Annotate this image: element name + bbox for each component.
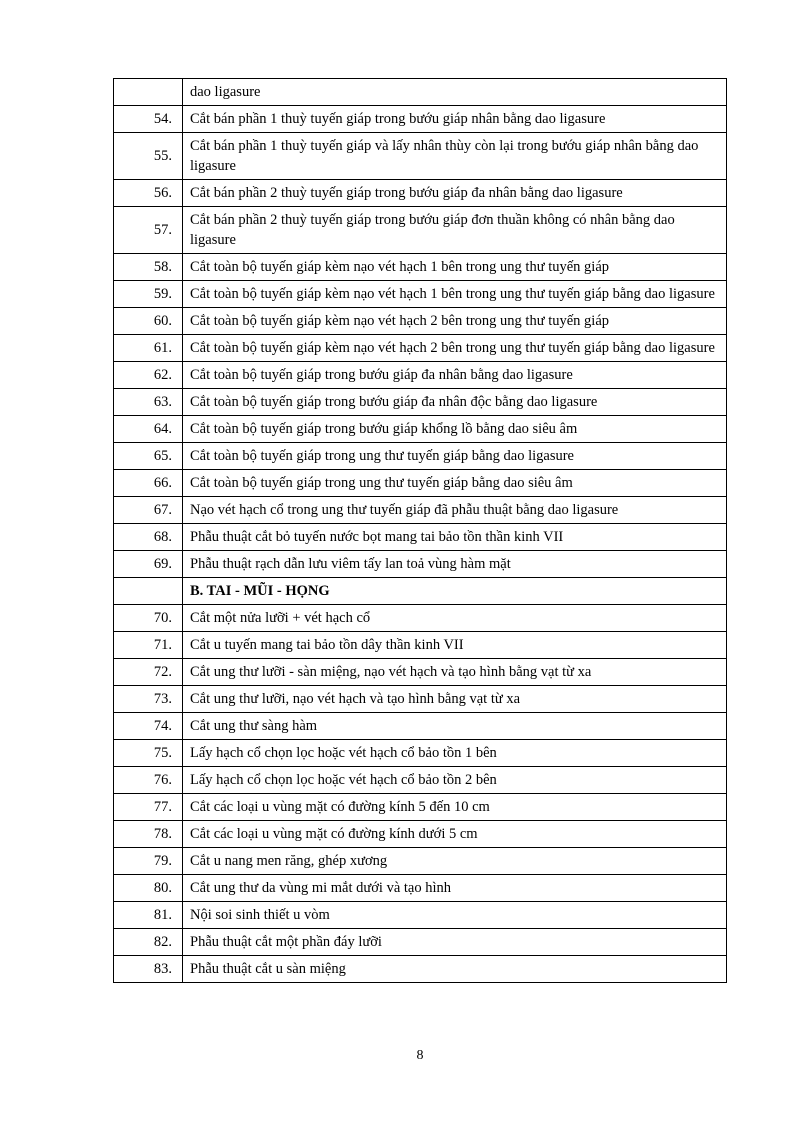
row-number-cell: 66. xyxy=(114,470,183,497)
row-text-cell: Cắt u tuyến mang tai bảo tồn dây thần kinh VII xyxy=(183,632,727,659)
row-number-cell: 78. xyxy=(114,821,183,848)
table-row xyxy=(114,794,727,821)
table-row xyxy=(114,875,727,902)
row-text-cell: Cắt bán phần 1 thuỳ tuyến giáp trong bướu giáp nhân bằng dao ligasure xyxy=(183,106,727,133)
row-text-cell: Cắt toàn bộ tuyến giáp trong ung thư tuyến giáp bằng dao siêu âm xyxy=(183,470,727,497)
table-row xyxy=(114,180,727,207)
row-number-cell: 69. xyxy=(114,551,183,578)
row-text-cell: Phẫu thuật cắt bỏ tuyến nước bọt mang tai bảo tồn thần kinh VII xyxy=(183,524,727,551)
row-text-cell: Cắt ung thư lưỡi, nạo vét hạch và tạo hình bằng vạt từ xa xyxy=(183,686,727,713)
table-body xyxy=(114,79,727,983)
page-number: 8 xyxy=(416,1048,424,1063)
table-row xyxy=(114,848,727,875)
row-number-cell: 59. xyxy=(114,281,183,308)
table-row xyxy=(114,79,727,106)
row-number-cell: 82. xyxy=(114,929,183,956)
row-text-cell: Cắt toàn bộ tuyến giáp kèm nạo vét hạch 2 bên trong ung thư tuyến giáp bằng dao ligasure xyxy=(183,335,727,362)
row-text-cell: Phẫu thuật cắt u sàn miệng xyxy=(183,956,727,983)
row-text-cell: Cắt u nang men răng, ghép xương xyxy=(183,848,727,875)
table-row xyxy=(114,740,727,767)
row-number-cell: 60. xyxy=(114,308,183,335)
row-text-cell: Nội soi sinh thiết u vòm xyxy=(183,902,727,929)
table-row xyxy=(114,133,727,180)
row-number-cell: 83. xyxy=(114,956,183,983)
table-row xyxy=(114,686,727,713)
row-text-cell: Cắt toàn bộ tuyến giáp trong bướu giáp đa nhân độc bằng dao ligasure xyxy=(183,389,727,416)
row-text-cell: Cắt các loại u vùng mặt có đường kính 5 đến 10 cm xyxy=(183,794,727,821)
row-text-cell: Cắt ung thư sàng hàm xyxy=(183,713,727,740)
table-row xyxy=(114,470,727,497)
row-number-cell: 62. xyxy=(114,362,183,389)
table-row xyxy=(114,767,727,794)
table-row xyxy=(114,659,727,686)
row-text-cell: Cắt bán phần 2 thuỳ tuyến giáp trong bướu giáp đa nhân bằng dao ligasure xyxy=(183,180,727,207)
row-text-cell: Cắt toàn bộ tuyến giáp trong ung thư tuyến giáp bằng dao ligasure xyxy=(183,443,727,470)
row-text-cell: dao ligasure xyxy=(183,79,727,106)
table-row xyxy=(114,524,727,551)
row-number-cell: 70. xyxy=(114,605,183,632)
row-number-cell: 55. xyxy=(114,133,183,180)
row-number-cell: 75. xyxy=(114,740,183,767)
row-text-cell: Cắt một nửa lưỡi + vét hạch cổ xyxy=(183,605,727,632)
row-text-cell: Cắt toàn bộ tuyến giáp kèm nạo vét hạch 1 bên trong ung thư tuyến giáp xyxy=(183,254,727,281)
row-number-cell: 56. xyxy=(114,180,183,207)
row-text-cell: Nạo vét hạch cổ trong ung thư tuyến giáp đã phẫu thuật bằng dao ligasure xyxy=(183,497,727,524)
table-row xyxy=(114,551,727,578)
row-number-cell: 79. xyxy=(114,848,183,875)
row-text-cell: Cắt ung thư da vùng mi mắt dưới và tạo hình xyxy=(183,875,727,902)
table-row xyxy=(114,106,727,133)
row-text-cell: Cắt ung thư lưỡi - sàn miệng, nạo vét hạch và tạo hình bằng vạt từ xa xyxy=(183,659,727,686)
row-text-cell: Cắt các loại u vùng mặt có đường kính dưới 5 cm xyxy=(183,821,727,848)
row-number-cell: 71. xyxy=(114,632,183,659)
table-row xyxy=(114,308,727,335)
row-number-cell: 68. xyxy=(114,524,183,551)
row-text-cell: Cắt bán phần 2 thuỳ tuyến giáp trong bướu giáp đơn thuần không có nhân bằng dao ligasure xyxy=(183,207,727,254)
row-number-cell: 74. xyxy=(114,713,183,740)
table-row xyxy=(114,443,727,470)
row-number-cell: 54. xyxy=(114,106,183,133)
row-text-cell: Lấy hạch cổ chọn lọc hoặc vét hạch cổ bảo tồn 1 bên xyxy=(183,740,727,767)
table-row xyxy=(114,416,727,443)
table-row xyxy=(114,254,727,281)
row-number-cell: 72. xyxy=(114,659,183,686)
row-number-cell: 80. xyxy=(114,875,183,902)
table-row xyxy=(114,956,727,983)
table-row xyxy=(114,497,727,524)
table-row xyxy=(114,362,727,389)
row-number-cell: 57. xyxy=(114,207,183,254)
row-text-cell: Phẫu thuật cắt một phần đáy lưỡi xyxy=(183,929,727,956)
table-row xyxy=(114,281,727,308)
row-number-cell: 73. xyxy=(114,686,183,713)
row-number-cell xyxy=(114,578,183,605)
row-number-cell: 77. xyxy=(114,794,183,821)
table-row xyxy=(114,335,727,362)
table-row xyxy=(114,605,727,632)
table-row xyxy=(114,389,727,416)
row-text-cell: Cắt toàn bộ tuyến giáp kèm nạo vét hạch 1 bên trong ung thư tuyến giáp bằng dao ligasure xyxy=(183,281,727,308)
table-row xyxy=(114,929,727,956)
row-text-cell: Cắt toàn bộ tuyến giáp kèm nạo vét hạch 2 bên trong ung thư tuyến giáp xyxy=(183,308,727,335)
table-row xyxy=(114,578,727,605)
row-number-cell: 63. xyxy=(114,389,183,416)
row-number-cell: 76. xyxy=(114,767,183,794)
table-row xyxy=(114,207,727,254)
row-number-cell: 81. xyxy=(114,902,183,929)
table-row xyxy=(114,713,727,740)
row-number-cell: 61. xyxy=(114,335,183,362)
row-number-cell: 67. xyxy=(114,497,183,524)
row-text-cell: B. TAI - MŨI - HỌNG xyxy=(183,578,727,605)
procedures-table xyxy=(113,78,727,983)
row-number-cell: 65. xyxy=(114,443,183,470)
table-row xyxy=(114,902,727,929)
row-text-cell: Cắt toàn bộ tuyến giáp trong bướu giáp khổng lồ bằng dao siêu âm xyxy=(183,416,727,443)
row-text-cell: Lấy hạch cổ chọn lọc hoặc vét hạch cổ bảo tồn 2 bên xyxy=(183,767,727,794)
table-row xyxy=(114,821,727,848)
row-number-cell: 64. xyxy=(114,416,183,443)
table-row xyxy=(114,632,727,659)
row-text-cell: Phẫu thuật rạch dẫn lưu viêm tấy lan toả vùng hàm mặt xyxy=(183,551,727,578)
row-number-cell: 58. xyxy=(114,254,183,281)
row-text-cell: Cắt toàn bộ tuyến giáp trong bướu giáp đa nhân bằng dao ligasure xyxy=(183,362,727,389)
row-text-cell: Cắt bán phần 1 thuỳ tuyến giáp và lấy nhân thùy còn lại trong bướu giáp nhân bằng dao ligasure xyxy=(183,133,727,180)
row-number-cell xyxy=(114,79,183,106)
